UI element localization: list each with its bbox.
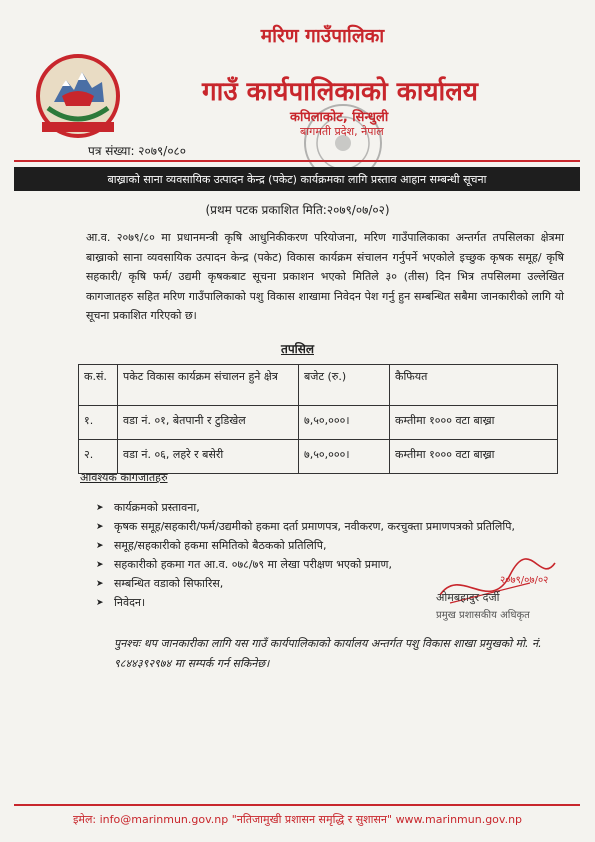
required-docs-heading: आवश्यक कागजातहरु bbox=[80, 471, 168, 484]
arrow-bullet-icon: ➤ bbox=[96, 559, 104, 570]
list-item: ➤ कार्यक्रमको प्रस्तावना, bbox=[96, 501, 200, 514]
schedule-table bbox=[78, 364, 558, 474]
header-area: पकेट विकास कार्यक्रम संचालन हुने क्षेत्र bbox=[118, 365, 299, 406]
header-serial: क.सं. bbox=[79, 365, 118, 406]
list-item: ➤ निवेदन। bbox=[96, 596, 146, 609]
address-line-1: कपिलाकोट, सिन्धुली bbox=[290, 110, 389, 125]
arrow-bullet-icon: ➤ bbox=[96, 540, 104, 551]
notice-title-bar bbox=[14, 167, 580, 191]
reference-number: पत्र संख्या: २०७९/०८० bbox=[88, 144, 187, 158]
notice-title: बाख्राको साना व्यवसायिक उत्पादन केन्द्र (पकेट) कार्यक्रमका लागि प्रस्ताव आहान सम्बन्धी सूचना bbox=[107, 172, 487, 186]
cell-budget: ७,५०,०००। bbox=[299, 440, 390, 474]
office-name: गाउँ कार्यपालिकाको कार्यालय bbox=[202, 77, 478, 107]
cell-budget: ७,५०,०००। bbox=[299, 406, 390, 440]
header-divider bbox=[14, 160, 580, 162]
notice-body: आ.व. २०७९/८० मा प्रधानमन्त्री कृषि आधुनिकीकरण परियोजना, मरिण गाउँपालिकाका अन्तर्गत तपसिलका क्षेत्रमा बाख्राको साना व्यवसायिक उत्पादन केन्द्र (पकेट) विकास कार्यक्रम संचालन गर्नुपर्ने भएकोले इच्छुक कृषक समूह/ कृषि सहकारी/ कृषि फर्म/ उद्यमी कृषकबाट सूचना प्रकाशन भएको मितिले ३० (तीस) दिन भित्र तपसिलमा उल्लेखित कागजातहरु सहित मरिण गाउँपालिकाको पशु विकास शाखामा निवेदन पेश गर्नु हुन सम्बन्धित सबैमा जानकारीको लागि यो सूचना प्रकाशित गरिएको छ। bbox=[86, 231, 564, 322]
signature-date: २०७९/०७/०२ bbox=[500, 575, 549, 586]
municipality-name: मरिण गाउँपालिका bbox=[260, 25, 385, 47]
table-row bbox=[79, 440, 558, 474]
header-budget: बजेट (रु.) bbox=[299, 365, 390, 406]
arrow-bullet-icon: ➤ bbox=[96, 502, 104, 513]
arrow-bullet-icon: ➤ bbox=[96, 521, 104, 532]
address-line-2: बागमती प्रदेश, नेपाल bbox=[300, 125, 384, 138]
table-header-row bbox=[79, 365, 558, 406]
cell-remarks: कम्तीमा १००० वटा बाख्रा bbox=[390, 440, 558, 474]
cell-serial: १. bbox=[79, 406, 118, 440]
arrow-bullet-icon: ➤ bbox=[96, 578, 104, 589]
footer-divider bbox=[14, 804, 580, 806]
publication-date: (प्रथम पटक प्रकाशित मिति:२०७९/०७/०२) bbox=[205, 203, 390, 217]
header-remarks: कैफियत bbox=[390, 365, 558, 406]
cell-area: वडा नं. ०१, बेतपानी र टुडिखेल bbox=[118, 406, 299, 440]
list-item: ➤ कृषक समूह/सहकारी/फर्म/उद्यमीको हकमा दर्ता प्रमाणपत्र, नवीकरण, करचुक्ता प्रमाणपत्रको प्रतिलिपि, bbox=[96, 520, 515, 533]
signatory-name: ओमबहादुर दर्जी bbox=[436, 591, 500, 604]
cell-serial: २. bbox=[79, 440, 118, 474]
table-row bbox=[79, 406, 558, 440]
list-item: ➤ समूह/सहकारीको हकमा समितिको बैठकको प्रतिलिपि, bbox=[96, 539, 327, 552]
schedule-heading: तपसिल bbox=[280, 342, 314, 356]
signatory-title: प्रमुख प्रशासकीय अधिकृत bbox=[436, 610, 530, 621]
footnote: पुनश्चः थप जानकारीका लागि यस गाउँ कार्यपालिकाको कार्यालय अन्तर्गत पशु विकास शाखा प्रमुखको मो. नं. ९८४४३९२९७४ मा सम्पर्क गर्न सकिनेछ। bbox=[114, 637, 542, 670]
list-item: ➤ सम्बन्धित वडाको सिफारिस, bbox=[96, 577, 224, 590]
footer-contact: इमेल: info@marinmun.gov.np "नतिजामुखी प्रशासन समृद्धि र सुशासन" www.marinmun.gov.np bbox=[72, 813, 523, 826]
arrow-bullet-icon: ➤ bbox=[96, 597, 104, 608]
cell-area: वडा नं. ०६, लहरे र बसेरी bbox=[118, 440, 299, 474]
list-item: ➤ सहकारीको हकमा गत आ.व. ०७८/७९ मा लेखा परीक्षण भएको प्रमाण, bbox=[96, 558, 392, 571]
cell-remarks: कम्तीमा १००० वटा बाख्रा bbox=[390, 406, 558, 440]
